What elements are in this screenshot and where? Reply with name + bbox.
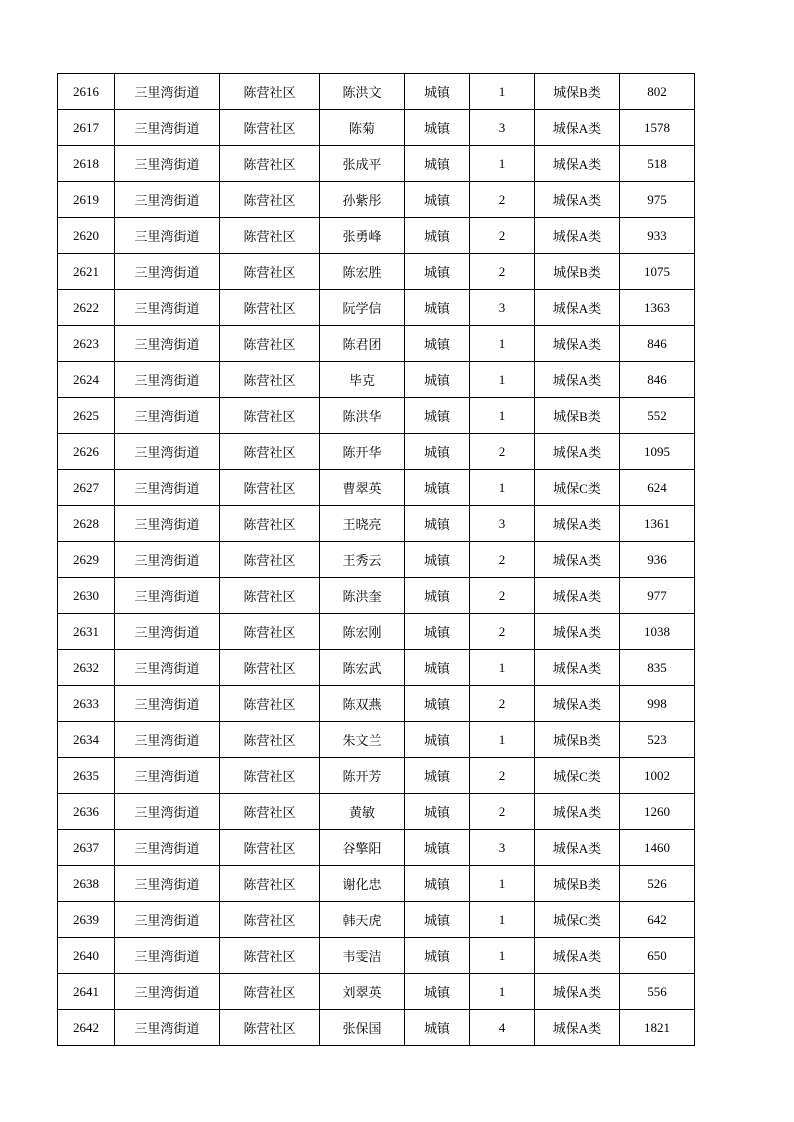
- row-street: 三里湾街道: [115, 794, 220, 830]
- table-row: [58, 614, 695, 650]
- row-community: 陈营社区: [220, 434, 320, 470]
- row-street: 三里湾街道: [115, 506, 220, 542]
- row-amount: 1002: [620, 758, 695, 794]
- row-name: 阮学信: [320, 290, 405, 326]
- table-row: [58, 722, 695, 758]
- row-community: 陈营社区: [220, 542, 320, 578]
- row-id: 2636: [58, 794, 115, 830]
- row-amount: 977: [620, 578, 695, 614]
- row-count: 2: [470, 794, 535, 830]
- row-community: 陈营社区: [220, 470, 320, 506]
- row-street: 三里湾街道: [115, 434, 220, 470]
- row-id: 2626: [58, 434, 115, 470]
- row-name: 陈洪奎: [320, 578, 405, 614]
- table-row: [58, 938, 695, 974]
- row-category: 城保A类: [535, 830, 620, 866]
- table-row: [58, 794, 695, 830]
- row-count: 1: [470, 938, 535, 974]
- row-type: 城镇: [405, 578, 470, 614]
- table-row: [58, 110, 695, 146]
- row-type: 城镇: [405, 902, 470, 938]
- row-id: 2628: [58, 506, 115, 542]
- row-category: 城保A类: [535, 218, 620, 254]
- row-community: 陈营社区: [220, 398, 320, 434]
- row-street: 三里湾街道: [115, 902, 220, 938]
- row-type: 城镇: [405, 218, 470, 254]
- row-count: 1: [470, 866, 535, 902]
- row-id: 2619: [58, 182, 115, 218]
- row-id: 2622: [58, 290, 115, 326]
- row-street: 三里湾街道: [115, 722, 220, 758]
- row-type: 城镇: [405, 470, 470, 506]
- row-amount: 526: [620, 866, 695, 902]
- row-community: 陈营社区: [220, 110, 320, 146]
- row-type: 城镇: [405, 758, 470, 794]
- row-count: 2: [470, 758, 535, 794]
- row-name: 陈开华: [320, 434, 405, 470]
- table-row: [58, 470, 695, 506]
- row-id: 2623: [58, 326, 115, 362]
- table-row: [58, 218, 695, 254]
- row-category: 城保A类: [535, 686, 620, 722]
- table-row: [58, 182, 695, 218]
- row-id: 2631: [58, 614, 115, 650]
- row-category: 城保A类: [535, 938, 620, 974]
- row-street: 三里湾街道: [115, 110, 220, 146]
- row-community: 陈营社区: [220, 74, 320, 110]
- row-community: 陈营社区: [220, 866, 320, 902]
- row-community: 陈营社区: [220, 1010, 320, 1046]
- row-amount: 518: [620, 146, 695, 182]
- row-name: 韦雯洁: [320, 938, 405, 974]
- row-category: 城保A类: [535, 650, 620, 686]
- row-name: 谢化忠: [320, 866, 405, 902]
- row-name: 陈开芳: [320, 758, 405, 794]
- row-street: 三里湾街道: [115, 470, 220, 506]
- row-category: 城保B类: [535, 866, 620, 902]
- row-count: 1: [470, 902, 535, 938]
- table-row: [58, 434, 695, 470]
- row-count: 1: [470, 722, 535, 758]
- row-category: 城保C类: [535, 758, 620, 794]
- row-count: 1: [470, 326, 535, 362]
- row-street: 三里湾街道: [115, 542, 220, 578]
- row-id: 2627: [58, 470, 115, 506]
- row-amount: 624: [620, 470, 695, 506]
- row-id: 2638: [58, 866, 115, 902]
- row-id: 2617: [58, 110, 115, 146]
- row-type: 城镇: [405, 794, 470, 830]
- table-row: [58, 1010, 695, 1046]
- row-count: 2: [470, 434, 535, 470]
- row-type: 城镇: [405, 1010, 470, 1046]
- row-id: 2632: [58, 650, 115, 686]
- row-type: 城镇: [405, 506, 470, 542]
- row-amount: 556: [620, 974, 695, 1010]
- row-name: 韩天虎: [320, 902, 405, 938]
- row-count: 4: [470, 1010, 535, 1046]
- row-type: 城镇: [405, 542, 470, 578]
- row-id: 2630: [58, 578, 115, 614]
- row-name: 陈双燕: [320, 686, 405, 722]
- row-id: 2637: [58, 830, 115, 866]
- row-name: 陈宏胜: [320, 254, 405, 290]
- row-category: 城保A类: [535, 578, 620, 614]
- table-row: [58, 362, 695, 398]
- row-name: 王晓亮: [320, 506, 405, 542]
- row-name: 孙紫彤: [320, 182, 405, 218]
- row-community: 陈营社区: [220, 938, 320, 974]
- table-row: [58, 650, 695, 686]
- row-category: 城保A类: [535, 1010, 620, 1046]
- row-amount: 642: [620, 902, 695, 938]
- row-amount: 1363: [620, 290, 695, 326]
- row-community: 陈营社区: [220, 506, 320, 542]
- row-amount: 936: [620, 542, 695, 578]
- row-name: 谷擎阳: [320, 830, 405, 866]
- row-count: 3: [470, 506, 535, 542]
- row-street: 三里湾街道: [115, 974, 220, 1010]
- row-type: 城镇: [405, 326, 470, 362]
- row-community: 陈营社区: [220, 326, 320, 362]
- row-amount: 1821: [620, 1010, 695, 1046]
- row-amount: 1075: [620, 254, 695, 290]
- row-count: 2: [470, 182, 535, 218]
- row-name: 毕克: [320, 362, 405, 398]
- row-count: 1: [470, 470, 535, 506]
- table-row: [58, 542, 695, 578]
- row-count: 2: [470, 254, 535, 290]
- row-street: 三里湾街道: [115, 182, 220, 218]
- row-amount: 523: [620, 722, 695, 758]
- row-street: 三里湾街道: [115, 578, 220, 614]
- row-count: 2: [470, 614, 535, 650]
- row-id: 2635: [58, 758, 115, 794]
- row-community: 陈营社区: [220, 974, 320, 1010]
- row-category: 城保B类: [535, 74, 620, 110]
- row-amount: 975: [620, 182, 695, 218]
- row-category: 城保B类: [535, 254, 620, 290]
- row-amount: 835: [620, 650, 695, 686]
- row-community: 陈营社区: [220, 290, 320, 326]
- row-type: 城镇: [405, 254, 470, 290]
- row-count: 1: [470, 362, 535, 398]
- row-community: 陈营社区: [220, 218, 320, 254]
- row-category: 城保A类: [535, 506, 620, 542]
- table-row: [58, 866, 695, 902]
- row-id: 2640: [58, 938, 115, 974]
- row-community: 陈营社区: [220, 650, 320, 686]
- row-id: 2616: [58, 74, 115, 110]
- row-amount: 846: [620, 326, 695, 362]
- row-street: 三里湾街道: [115, 290, 220, 326]
- row-street: 三里湾街道: [115, 218, 220, 254]
- row-category: 城保A类: [535, 326, 620, 362]
- row-name: 张勇峰: [320, 218, 405, 254]
- row-street: 三里湾街道: [115, 614, 220, 650]
- row-name: 王秀云: [320, 542, 405, 578]
- row-count: 3: [470, 110, 535, 146]
- row-community: 陈营社区: [220, 794, 320, 830]
- row-street: 三里湾街道: [115, 650, 220, 686]
- row-community: 陈营社区: [220, 758, 320, 794]
- row-street: 三里湾街道: [115, 146, 220, 182]
- row-community: 陈营社区: [220, 578, 320, 614]
- row-community: 陈营社区: [220, 146, 320, 182]
- row-count: 2: [470, 686, 535, 722]
- row-amount: 998: [620, 686, 695, 722]
- row-count: 2: [470, 578, 535, 614]
- row-amount: 802: [620, 74, 695, 110]
- row-amount: 1361: [620, 506, 695, 542]
- row-type: 城镇: [405, 434, 470, 470]
- row-category: 城保A类: [535, 362, 620, 398]
- table-row: [58, 74, 695, 110]
- row-id: 2620: [58, 218, 115, 254]
- row-street: 三里湾街道: [115, 254, 220, 290]
- row-count: 1: [470, 146, 535, 182]
- row-count: 3: [470, 830, 535, 866]
- row-category: 城保A类: [535, 542, 620, 578]
- row-street: 三里湾街道: [115, 1010, 220, 1046]
- row-amount: 1038: [620, 614, 695, 650]
- row-community: 陈营社区: [220, 722, 320, 758]
- table-row: [58, 758, 695, 794]
- row-amount: 846: [620, 362, 695, 398]
- row-community: 陈营社区: [220, 830, 320, 866]
- row-type: 城镇: [405, 614, 470, 650]
- row-name: 陈君团: [320, 326, 405, 362]
- row-category: 城保C类: [535, 470, 620, 506]
- row-street: 三里湾街道: [115, 830, 220, 866]
- row-community: 陈营社区: [220, 686, 320, 722]
- row-id: 2642: [58, 1010, 115, 1046]
- row-street: 三里湾街道: [115, 866, 220, 902]
- row-type: 城镇: [405, 290, 470, 326]
- row-street: 三里湾街道: [115, 74, 220, 110]
- row-type: 城镇: [405, 974, 470, 1010]
- beneficiary-table: [57, 73, 695, 1046]
- row-count: 1: [470, 650, 535, 686]
- row-community: 陈营社区: [220, 254, 320, 290]
- row-type: 城镇: [405, 866, 470, 902]
- row-category: 城保A类: [535, 182, 620, 218]
- table-row: [58, 506, 695, 542]
- row-category: 城保B类: [535, 398, 620, 434]
- row-id: 2618: [58, 146, 115, 182]
- row-count: 2: [470, 542, 535, 578]
- row-amount: 552: [620, 398, 695, 434]
- row-id: 2639: [58, 902, 115, 938]
- row-amount: 1260: [620, 794, 695, 830]
- row-name: 陈洪华: [320, 398, 405, 434]
- row-community: 陈营社区: [220, 362, 320, 398]
- table-row: [58, 578, 695, 614]
- row-category: 城保A类: [535, 146, 620, 182]
- row-type: 城镇: [405, 182, 470, 218]
- table-row: [58, 146, 695, 182]
- row-category: 城保C类: [535, 902, 620, 938]
- row-amount: 1578: [620, 110, 695, 146]
- row-type: 城镇: [405, 830, 470, 866]
- row-community: 陈营社区: [220, 902, 320, 938]
- row-name: 陈宏刚: [320, 614, 405, 650]
- row-street: 三里湾街道: [115, 686, 220, 722]
- row-category: 城保A类: [535, 794, 620, 830]
- table-row: [58, 254, 695, 290]
- row-id: 2629: [58, 542, 115, 578]
- row-category: 城保A类: [535, 290, 620, 326]
- row-amount: 1460: [620, 830, 695, 866]
- table-row: [58, 398, 695, 434]
- row-name: 张保国: [320, 1010, 405, 1046]
- row-category: 城保A类: [535, 110, 620, 146]
- row-type: 城镇: [405, 686, 470, 722]
- row-id: 2633: [58, 686, 115, 722]
- row-count: 1: [470, 398, 535, 434]
- row-name: 陈菊: [320, 110, 405, 146]
- row-community: 陈营社区: [220, 614, 320, 650]
- row-type: 城镇: [405, 362, 470, 398]
- row-amount: 650: [620, 938, 695, 974]
- row-street: 三里湾街道: [115, 938, 220, 974]
- table-row: [58, 686, 695, 722]
- row-count: 1: [470, 974, 535, 1010]
- table-row: [58, 974, 695, 1010]
- table-row: [58, 830, 695, 866]
- row-type: 城镇: [405, 650, 470, 686]
- row-community: 陈营社区: [220, 182, 320, 218]
- table-container: [57, 73, 694, 1046]
- row-name: 朱文兰: [320, 722, 405, 758]
- row-category: 城保A类: [535, 974, 620, 1010]
- row-street: 三里湾街道: [115, 758, 220, 794]
- row-amount: 933: [620, 218, 695, 254]
- row-id: 2621: [58, 254, 115, 290]
- row-id: 2634: [58, 722, 115, 758]
- row-id: 2624: [58, 362, 115, 398]
- row-name: 曹翠英: [320, 470, 405, 506]
- row-type: 城镇: [405, 722, 470, 758]
- row-type: 城镇: [405, 74, 470, 110]
- row-id: 2641: [58, 974, 115, 1010]
- row-type: 城镇: [405, 938, 470, 974]
- row-name: 陈洪文: [320, 74, 405, 110]
- row-category: 城保A类: [535, 614, 620, 650]
- row-street: 三里湾街道: [115, 362, 220, 398]
- row-amount: 1095: [620, 434, 695, 470]
- row-type: 城镇: [405, 398, 470, 434]
- row-count: 1: [470, 74, 535, 110]
- row-name: 张成平: [320, 146, 405, 182]
- table-row: [58, 290, 695, 326]
- row-category: 城保A类: [535, 434, 620, 470]
- row-name: 黄敏: [320, 794, 405, 830]
- row-count: 3: [470, 290, 535, 326]
- row-name: 陈宏武: [320, 650, 405, 686]
- row-category: 城保B类: [535, 722, 620, 758]
- table-row: [58, 902, 695, 938]
- row-name: 刘翠英: [320, 974, 405, 1010]
- row-street: 三里湾街道: [115, 398, 220, 434]
- row-type: 城镇: [405, 146, 470, 182]
- row-type: 城镇: [405, 110, 470, 146]
- row-street: 三里湾街道: [115, 326, 220, 362]
- row-count: 2: [470, 218, 535, 254]
- table-body: [58, 74, 695, 1046]
- table-row: [58, 326, 695, 362]
- row-id: 2625: [58, 398, 115, 434]
